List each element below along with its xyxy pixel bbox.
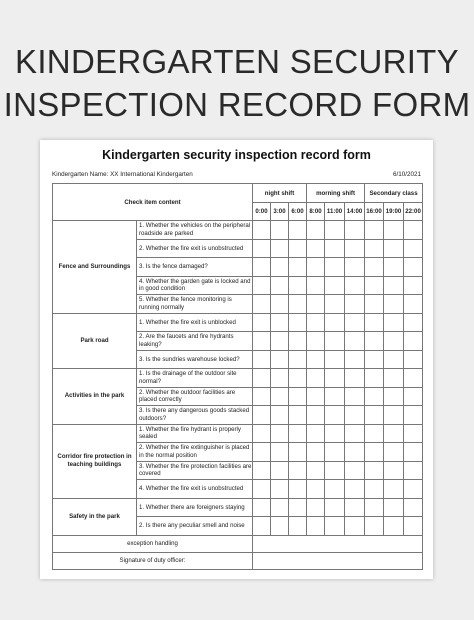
check-cell[interactable] [345, 424, 365, 443]
check-cell[interactable] [271, 313, 289, 332]
check-cell[interactable] [289, 443, 307, 462]
check-cell[interactable] [365, 517, 384, 536]
check-cell[interactable] [345, 443, 365, 462]
check-cell[interactable] [271, 239, 289, 258]
check-cell[interactable] [384, 276, 404, 295]
check-item: 2. Is there any peculiar smell and noise [137, 517, 253, 536]
check-item: 1. Whether the fire exit is unblocked [137, 313, 253, 332]
check-cell[interactable] [345, 276, 365, 295]
footer-row [53, 552, 423, 569]
check-cell[interactable] [384, 517, 404, 536]
time-header: 0:00 [253, 203, 271, 221]
check-cell[interactable] [307, 369, 325, 388]
check-cell[interactable] [325, 498, 345, 517]
check-cell[interactable] [404, 313, 423, 332]
check-cell[interactable] [325, 276, 345, 295]
check-cell[interactable] [404, 387, 423, 406]
check-cell[interactable] [271, 517, 289, 536]
check-cell[interactable] [271, 461, 289, 480]
banner-line-1: KINDERGARTEN SECURITY [15, 43, 459, 80]
check-cell[interactable] [289, 350, 307, 369]
banner-line-2: INSPECTION RECORD FORM [3, 86, 471, 123]
footer-row [53, 535, 423, 552]
check-cell[interactable] [384, 295, 404, 314]
check-cell[interactable] [271, 332, 289, 351]
check-cell[interactable] [404, 369, 423, 388]
check-cell[interactable] [271, 258, 289, 277]
time-header: 22:00 [404, 203, 423, 221]
category-cell: Fence and Surroundings [53, 221, 137, 314]
check-cell[interactable] [289, 498, 307, 517]
check-cell[interactable] [325, 424, 345, 443]
form-date: 6/10/2021 [392, 171, 421, 178]
table-row [53, 313, 423, 332]
check-cell[interactable] [253, 369, 271, 388]
check-cell[interactable] [345, 313, 365, 332]
check-cell[interactable] [404, 221, 423, 240]
check-cell[interactable] [384, 387, 404, 406]
check-cell[interactable] [289, 239, 307, 258]
check-item: 2. Are the faucets and fire hydrants leaking? [137, 332, 253, 351]
check-cell[interactable] [365, 276, 384, 295]
check-cell[interactable] [404, 461, 423, 480]
check-item: 4. Whether the garden gate is locked and in good condition [137, 276, 253, 295]
check-cell[interactable] [253, 221, 271, 240]
check-cell[interactable] [384, 498, 404, 517]
check-cell[interactable] [325, 369, 345, 388]
check-cell[interactable] [307, 480, 325, 499]
check-cell[interactable] [253, 258, 271, 277]
check-cell[interactable] [325, 332, 345, 351]
check-cell[interactable] [404, 258, 423, 277]
check-cell[interactable] [325, 221, 345, 240]
check-cell[interactable] [253, 276, 271, 295]
check-cell[interactable] [325, 313, 345, 332]
form-sheet [40, 140, 433, 579]
check-cell[interactable] [253, 332, 271, 351]
check-cell[interactable] [289, 276, 307, 295]
check-cell[interactable] [325, 443, 345, 462]
check-item: 5. Whether the fence monitoring is running normally [137, 295, 253, 314]
check-item: 3. Is the fence damaged? [137, 258, 253, 277]
check-cell[interactable] [345, 239, 365, 258]
check-cell[interactable] [307, 313, 325, 332]
duty-officer-signature-label: Signature of duty officer: [53, 552, 253, 569]
check-item-header: Check item content [53, 184, 253, 221]
time-header: 11:00 [325, 203, 345, 221]
check-cell[interactable] [345, 221, 365, 240]
check-cell[interactable] [289, 387, 307, 406]
kindergarten-name: Kindergarten Name: XX International Kindergarten [52, 171, 193, 178]
check-cell[interactable] [345, 295, 365, 314]
check-item: 2. Whether the fire exit is unobstructed [137, 239, 253, 258]
check-cell[interactable] [289, 480, 307, 499]
check-cell[interactable] [404, 517, 423, 536]
check-cell[interactable] [345, 387, 365, 406]
check-cell[interactable] [384, 461, 404, 480]
check-item: 3. Whether the fire protection facilities are covered [137, 461, 253, 480]
check-cell[interactable] [289, 313, 307, 332]
time-header: 8:00 [307, 203, 325, 221]
check-cell[interactable] [365, 221, 384, 240]
check-cell[interactable] [365, 239, 384, 258]
check-cell[interactable] [307, 221, 325, 240]
check-cell[interactable] [404, 276, 423, 295]
check-cell[interactable] [365, 498, 384, 517]
check-cell[interactable] [325, 239, 345, 258]
table-row [53, 498, 423, 517]
check-cell[interactable] [384, 480, 404, 499]
check-cell[interactable] [253, 498, 271, 517]
check-cell[interactable] [384, 239, 404, 258]
category-cell: Park road [53, 313, 137, 369]
shift-header: Secondary class [365, 184, 423, 203]
check-item: 3. Is there any dangerous goods stacked outdoors? [137, 406, 253, 425]
check-cell[interactable] [345, 258, 365, 277]
time-header: 3:00 [271, 203, 289, 221]
check-cell[interactable] [289, 332, 307, 351]
check-cell[interactable] [271, 406, 289, 425]
check-cell[interactable] [365, 258, 384, 277]
check-item: 3. Is the sundries warehouse locked? [137, 350, 253, 369]
check-cell[interactable] [307, 239, 325, 258]
check-cell[interactable] [384, 443, 404, 462]
check-cell[interactable] [384, 221, 404, 240]
table-row [53, 221, 423, 240]
check-cell[interactable] [404, 480, 423, 499]
table-row [53, 424, 423, 443]
check-cell[interactable] [253, 480, 271, 499]
check-cell[interactable] [289, 295, 307, 314]
check-cell[interactable] [307, 350, 325, 369]
check-cell[interactable] [384, 424, 404, 443]
check-cell[interactable] [404, 406, 423, 425]
check-cell[interactable] [345, 480, 365, 499]
check-cell[interactable] [271, 480, 289, 499]
exception-handling-field[interactable] [253, 535, 423, 552]
check-cell[interactable] [325, 387, 345, 406]
check-cell[interactable] [307, 295, 325, 314]
check-cell[interactable] [307, 406, 325, 425]
check-cell[interactable] [307, 461, 325, 480]
page-banner [0, 40, 474, 126]
check-cell[interactable] [325, 295, 345, 314]
check-item: 2. Whether the outdoor facilities are placed correctly [137, 387, 253, 406]
check-cell[interactable] [345, 332, 365, 351]
time-header: 6:00 [289, 203, 307, 221]
check-cell[interactable] [404, 295, 423, 314]
check-cell[interactable] [271, 276, 289, 295]
check-cell[interactable] [365, 295, 384, 314]
check-cell[interactable] [384, 258, 404, 277]
check-cell[interactable] [271, 424, 289, 443]
check-cell[interactable] [384, 350, 404, 369]
check-cell[interactable] [289, 424, 307, 443]
check-cell[interactable] [253, 295, 271, 314]
check-cell[interactable] [253, 424, 271, 443]
check-cell[interactable] [325, 461, 345, 480]
check-cell[interactable] [271, 350, 289, 369]
check-cell[interactable] [307, 276, 325, 295]
check-cell[interactable] [365, 406, 384, 425]
check-cell[interactable] [289, 221, 307, 240]
check-cell[interactable] [325, 258, 345, 277]
check-cell[interactable] [271, 387, 289, 406]
check-cell[interactable] [404, 443, 423, 462]
check-cell[interactable] [307, 498, 325, 517]
check-cell[interactable] [384, 406, 404, 425]
check-cell[interactable] [365, 369, 384, 388]
check-cell[interactable] [307, 332, 325, 351]
check-cell[interactable] [271, 295, 289, 314]
check-cell[interactable] [325, 517, 345, 536]
check-cell[interactable] [345, 350, 365, 369]
check-cell[interactable] [289, 461, 307, 480]
check-cell[interactable] [289, 406, 307, 425]
check-cell[interactable] [365, 424, 384, 443]
table-row [53, 369, 423, 388]
check-cell[interactable] [365, 443, 384, 462]
check-cell[interactable] [345, 498, 365, 517]
check-cell[interactable] [307, 258, 325, 277]
check-item: 1. Whether the vehicles on the peripheral roadside are parked [137, 221, 253, 240]
check-cell[interactable] [307, 517, 325, 536]
check-cell[interactable] [289, 258, 307, 277]
check-item: 4. Whether the fire exit is unobstructed [137, 480, 253, 499]
check-cell[interactable] [345, 517, 365, 536]
check-cell[interactable] [365, 313, 384, 332]
check-cell[interactable] [404, 239, 423, 258]
check-cell[interactable] [345, 461, 365, 480]
check-cell[interactable] [253, 461, 271, 480]
check-item: 2. Whether the fire extinguisher is placed in the normal position [137, 443, 253, 462]
time-header: 19:00 [384, 203, 404, 221]
check-cell[interactable] [253, 239, 271, 258]
check-cell[interactable] [271, 221, 289, 240]
check-cell[interactable] [365, 480, 384, 499]
check-cell[interactable] [307, 443, 325, 462]
check-cell[interactable] [289, 517, 307, 536]
check-cell[interactable] [271, 443, 289, 462]
time-header: 14:00 [345, 203, 365, 221]
check-cell[interactable] [307, 424, 325, 443]
inspection-table [52, 183, 423, 570]
check-cell[interactable] [307, 387, 325, 406]
check-cell[interactable] [345, 369, 365, 388]
check-cell[interactable] [384, 369, 404, 388]
check-cell[interactable] [365, 332, 384, 351]
check-cell[interactable] [253, 387, 271, 406]
check-cell[interactable] [365, 461, 384, 480]
check-item: 1. Is the drainage of the outdoor site normal? [137, 369, 253, 388]
time-header: 16:00 [365, 203, 384, 221]
category-cell: Safety in the park [53, 498, 137, 535]
signature-field[interactable] [253, 552, 423, 569]
check-cell[interactable] [345, 406, 365, 425]
check-cell[interactable] [404, 350, 423, 369]
check-cell[interactable] [384, 332, 404, 351]
check-cell[interactable] [253, 313, 271, 332]
check-cell[interactable] [253, 517, 271, 536]
check-cell[interactable] [253, 443, 271, 462]
check-cell[interactable] [365, 350, 384, 369]
check-cell[interactable] [404, 424, 423, 443]
check-cell[interactable] [271, 369, 289, 388]
check-cell[interactable] [271, 498, 289, 517]
form-title: Kindergarten security inspection record form [102, 148, 371, 162]
check-cell[interactable] [325, 406, 345, 425]
check-cell[interactable] [365, 387, 384, 406]
shift-header: morning shift [307, 184, 365, 203]
check-cell[interactable] [404, 332, 423, 351]
check-cell[interactable] [325, 350, 345, 369]
category-cell: Corridor fire protection in teaching buildings [53, 424, 137, 498]
shift-header: night shift [253, 184, 307, 203]
exception-handling-label: exception handling [53, 535, 253, 552]
check-cell[interactable] [289, 369, 307, 388]
check-cell[interactable] [325, 480, 345, 499]
category-cell: Activities in the park [53, 369, 137, 425]
check-cell[interactable] [253, 350, 271, 369]
check-cell[interactable] [404, 498, 423, 517]
check-cell[interactable] [253, 406, 271, 425]
check-item: 1. Whether there are foreigners staying [137, 498, 253, 517]
check-cell[interactable] [384, 313, 404, 332]
check-item: 1. Whether the fire hydrant is properly sealed [137, 424, 253, 443]
